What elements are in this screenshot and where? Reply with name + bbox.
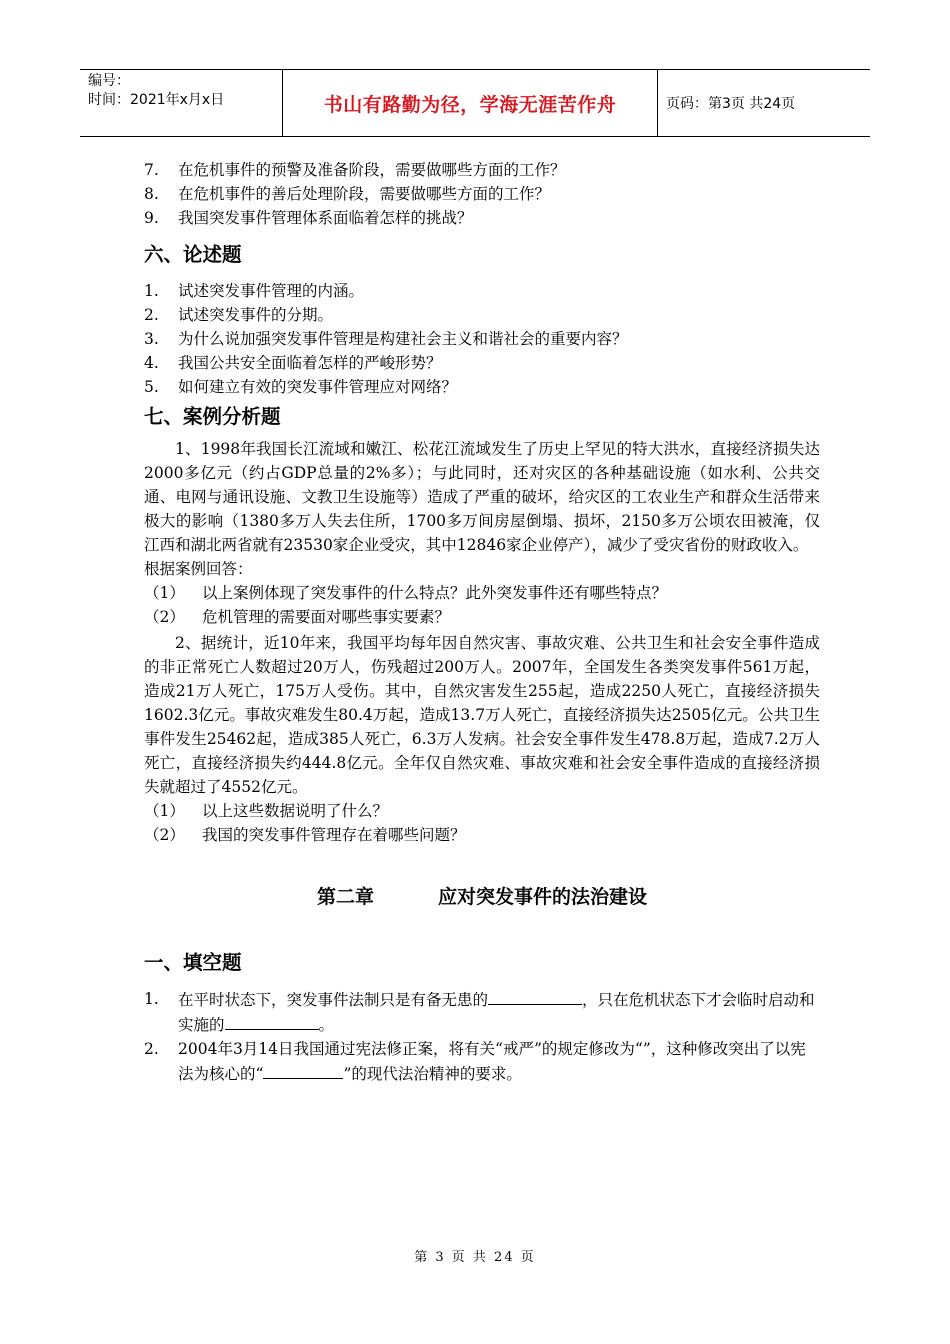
item-text: 我国公共安全面临着怎样的严峻形势？ bbox=[178, 354, 442, 372]
header-meta bbox=[80, 70, 282, 136]
fill-question-text bbox=[178, 987, 820, 1037]
answer-blank[interactable] bbox=[488, 987, 582, 1005]
fill-question-2 bbox=[144, 1037, 820, 1086]
item-number: 2. bbox=[144, 1040, 159, 1058]
chapter-number: 第二章 bbox=[316, 886, 374, 908]
list-item bbox=[144, 182, 820, 206]
item-text: 如何建立有效的突发事件管理应对网络？ bbox=[178, 378, 458, 396]
question-text: 我国的突发事件管理存在着哪些问题？ bbox=[202, 826, 466, 844]
item-text: 为什么说加强突发事件管理是构建社会主义和谐社会的重要内容？ bbox=[178, 330, 628, 348]
header-time-label: 时间：2021年x月x日 bbox=[88, 92, 225, 108]
question-text: 以上这些数据说明了什么？ bbox=[202, 802, 389, 820]
section-heading-fill: 一、填空题 bbox=[144, 951, 242, 974]
chapter-title: 应对突发事件的法治建设 bbox=[438, 886, 648, 908]
answer-blank[interactable] bbox=[263, 1061, 343, 1079]
question-number: （2） bbox=[144, 826, 185, 844]
case-1-question-1 bbox=[144, 581, 820, 605]
case-2-question-1 bbox=[144, 799, 820, 823]
fill-text: ”的现代法治精神的要求。 bbox=[343, 1065, 522, 1083]
case-2-paragraph: 2、据统计，近10年来，我国平均每年因自然灾害、事故灾难、公共卫生和社会安全事件造成的非正常死亡人数超过20万人，伤残超过200万人。2007年，全国发生各类突发事件561万起，造成21万人死亡，175万人受伤。其中，自然灾害发生255起，造成2250人死亡，直接经济损失1602.3亿元。事故灾难发生80.4万起，造成13.7万人死亡，直接经济损失达2505亿元。公共卫生事件发生25462起，造成385人死亡，6.3万人发病。社会安全事件发生478.8万起，造成7.2万人死亡，直接经济损失约444.8亿元。全年仅自然灾难、事故灾难和社会安全事件造成的直接经济损失就超过了4552亿元。 bbox=[144, 634, 820, 796]
item-number: 1. bbox=[144, 282, 159, 300]
header-page-info: 页码：第3页 共24页 bbox=[666, 96, 796, 112]
item-number: 7. bbox=[144, 161, 159, 179]
item-number: 3. bbox=[144, 330, 159, 348]
fill-text: ”，这种修改突出了以宪法为核心的“ bbox=[178, 1040, 806, 1083]
item-number: 5. bbox=[144, 378, 159, 396]
item-text: 试述突发事件管理的内涵。 bbox=[178, 282, 365, 300]
list-item bbox=[144, 351, 820, 375]
fill-blank-list bbox=[144, 987, 820, 1086]
fill-text: 在平时状态下，突发事件法制只是有备无患的 bbox=[178, 991, 489, 1009]
case-1 bbox=[144, 437, 820, 629]
fill-question-text bbox=[178, 1037, 820, 1086]
question-list-a bbox=[144, 158, 820, 230]
question-text: 危机管理的需要面对哪些事实要素？ bbox=[202, 608, 451, 626]
fill-text: 。 bbox=[318, 1016, 335, 1034]
page-header bbox=[80, 69, 870, 137]
question-number: （1） bbox=[144, 802, 185, 820]
question-list-b bbox=[144, 279, 820, 399]
question-number: （2） bbox=[144, 608, 185, 626]
case-2 bbox=[144, 631, 820, 847]
item-number: 8. bbox=[144, 185, 159, 203]
item-number: 4. bbox=[144, 354, 159, 372]
case-1-question-2 bbox=[144, 605, 820, 629]
page-footer: 第 3 页 共 24 页 bbox=[414, 1250, 536, 1265]
case-1-paragraph: 1、1998年我国长江流域和嫩江、松花江流域发生了历史上罕见的特大洪水，直接经济损失达2000多亿元（约占GDP总量的2%多）；与此同时，还对灾区的各种基础设施（如水利、公共交通、电网与通讯设施、文教卫生设施等）造成了严重的破坏，给灾区的工农业生产和群众生活带来极大的影响（1380多万人失去住所，1700多万间房屋倒塌、损坏，2150多万公顷农田被淹，仅江西和湖北两省就有23530家企业受灾，其中12846家企业停产），减少了受灾省份的财政收入。 bbox=[144, 440, 820, 554]
question-text: 以上案例体现了突发事件的什么特点？此外突发事件还有哪些特点？ bbox=[202, 584, 668, 602]
list-item bbox=[144, 303, 820, 327]
section-heading-case: 七、案例分析题 bbox=[144, 405, 281, 428]
item-number: 2. bbox=[144, 306, 159, 324]
item-text: 在危机事件的善后处理阶段，需要做哪些方面的工作？ bbox=[178, 185, 551, 203]
list-item bbox=[144, 206, 820, 230]
item-number: 9. bbox=[144, 209, 159, 227]
fill-text: 2004年3月14日我国通过宪法修正案，将有关“戒严”的规定修改为“ bbox=[178, 1040, 643, 1058]
item-text: 在危机事件的预警及准备阶段，需要做哪些方面的工作？ bbox=[178, 161, 566, 179]
fill-text: ，只在危机状态下才会临时启动和实施的 bbox=[178, 991, 815, 1034]
header-number-label: 编号： bbox=[88, 73, 130, 89]
list-item bbox=[144, 327, 820, 351]
header-motto: 书山有路勤为径，学海无涯苦作舟 bbox=[282, 70, 658, 136]
question-number: （1） bbox=[144, 584, 185, 602]
case-1-prompt: 根据案例回答： bbox=[144, 560, 253, 578]
section-heading-essay: 六、论述题 bbox=[144, 243, 242, 266]
list-item bbox=[144, 158, 820, 182]
chapter-heading bbox=[144, 883, 820, 911]
list-item bbox=[144, 375, 820, 399]
item-text: 试述突发事件的分期。 bbox=[178, 306, 334, 324]
fill-question-1 bbox=[144, 987, 820, 1037]
answer-blank[interactable] bbox=[225, 1012, 319, 1030]
document-body bbox=[144, 158, 820, 1086]
item-number: 1. bbox=[144, 990, 159, 1008]
list-item bbox=[144, 279, 820, 303]
item-text: 我国突发事件管理体系面临着怎样的挑战？ bbox=[178, 209, 473, 227]
case-2-question-2 bbox=[144, 823, 820, 847]
